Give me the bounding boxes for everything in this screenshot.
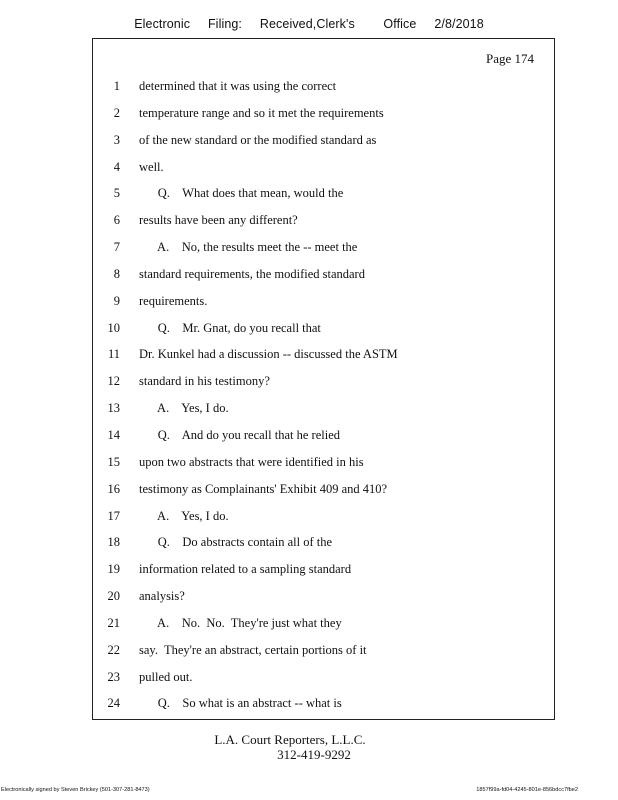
line-number: 9 [113, 293, 120, 308]
line-number: 16 [107, 481, 120, 496]
line-number: 13 [107, 401, 120, 416]
line-text: A. Yes, I do. [139, 508, 229, 523]
line-number: 21 [107, 615, 120, 630]
line-number: 11 [107, 347, 120, 362]
court-reporter-name: L.A. Court Reporters, L.L.C. [214, 732, 366, 747]
line-text: of the new standard or the modified standard as [139, 132, 377, 147]
document-hash: 1857f99a-fd04-4245-801e-856bdcc7fbe2 [476, 787, 578, 793]
transcript-line [93, 690, 554, 717]
transcript-line [93, 207, 554, 234]
transcript-line [93, 449, 554, 476]
transcript-line [93, 100, 554, 127]
transcript-line [93, 261, 554, 288]
line-text: information related to a sampling standard [139, 562, 352, 577]
line-text: say. They're an abstract, certain portions of it [139, 642, 367, 657]
line-text: A. Yes, I do. [139, 401, 229, 416]
transcript-line [93, 610, 554, 637]
line-number: 24 [107, 696, 120, 711]
transcript-line [93, 529, 554, 556]
transcript-line [93, 422, 554, 449]
line-number: 18 [107, 535, 120, 550]
line-number: 3 [113, 132, 120, 147]
electronic-signature-note: Electronically signed by Steven Brickey (501-307-281-8473) [1, 787, 150, 793]
transcript-line [93, 341, 554, 368]
transcript-line [93, 180, 554, 207]
line-text: temperature range and so it met the requirements [139, 105, 384, 120]
transcript-line [93, 234, 554, 261]
transcript-line [93, 637, 554, 664]
line-number: 6 [113, 213, 120, 228]
line-number: 10 [107, 320, 120, 335]
line-text: Q. So what is an abstract -- what is [139, 696, 342, 711]
line-number: 15 [107, 454, 120, 469]
transcript-line [93, 395, 554, 422]
transcript-lines [93, 73, 554, 717]
line-text: Dr. Kunkel had a discussion -- discussed the ASTM [139, 347, 398, 362]
transcript-line [93, 288, 554, 315]
line-text: testimony as Complainants' Exhibit 409 and 410? [139, 481, 388, 496]
transcript-line [93, 664, 554, 691]
transcript-line [93, 315, 554, 342]
line-text: A. No, the results meet the -- meet the [139, 240, 358, 255]
line-text: pulled out. [139, 669, 193, 684]
line-number: 23 [107, 669, 120, 684]
line-number: 20 [107, 589, 120, 604]
line-number: 4 [113, 159, 120, 174]
line-number: 22 [107, 642, 120, 657]
line-text: requirements. [139, 293, 208, 308]
line-number: 17 [107, 508, 120, 523]
transcript-line [93, 127, 554, 154]
line-text: results have been any different? [139, 213, 298, 228]
transcript-line [93, 503, 554, 530]
transcript-line [93, 368, 554, 395]
line-number: 12 [107, 374, 120, 389]
page-number: Page 174 [485, 51, 534, 66]
transcript-page-frame [92, 38, 555, 720]
line-text: Q. Mr. Gnat, do you recall that [139, 320, 321, 335]
line-number: 19 [107, 562, 120, 577]
line-number: 5 [113, 186, 120, 201]
court-reporter-phone: 312-419-9292 [277, 747, 351, 762]
line-text: determined that it was using the correct [139, 79, 337, 93]
line-text: upon two abstracts that were identified in his [139, 454, 364, 469]
line-text: Q. And do you recall that he relied [139, 427, 340, 442]
line-number: 2 [113, 105, 120, 120]
line-text: analysis? [139, 589, 185, 604]
transcript-line [93, 476, 554, 503]
transcript-line [93, 154, 554, 181]
transcript-line [93, 583, 554, 610]
line-text: well. [139, 159, 164, 174]
line-text: A. No. No. They're just what they [139, 615, 342, 630]
line-text: standard requirements, the modified standard [139, 266, 365, 281]
line-number: 14 [107, 427, 120, 442]
filing-stamp-header: Electronic Filing: Received,Clerk's Office 2/8/2018 [134, 17, 484, 31]
line-number: 1 [113, 79, 120, 93]
line-number: 7 [113, 240, 120, 255]
transcript-line [93, 556, 554, 583]
line-text: Q. What does that mean, would the [139, 186, 344, 201]
line-number: 8 [113, 266, 120, 281]
transcript-line [93, 73, 554, 100]
line-text: Q. Do abstracts contain all of the [139, 535, 333, 550]
line-text: standard in his testimony? [139, 374, 270, 389]
